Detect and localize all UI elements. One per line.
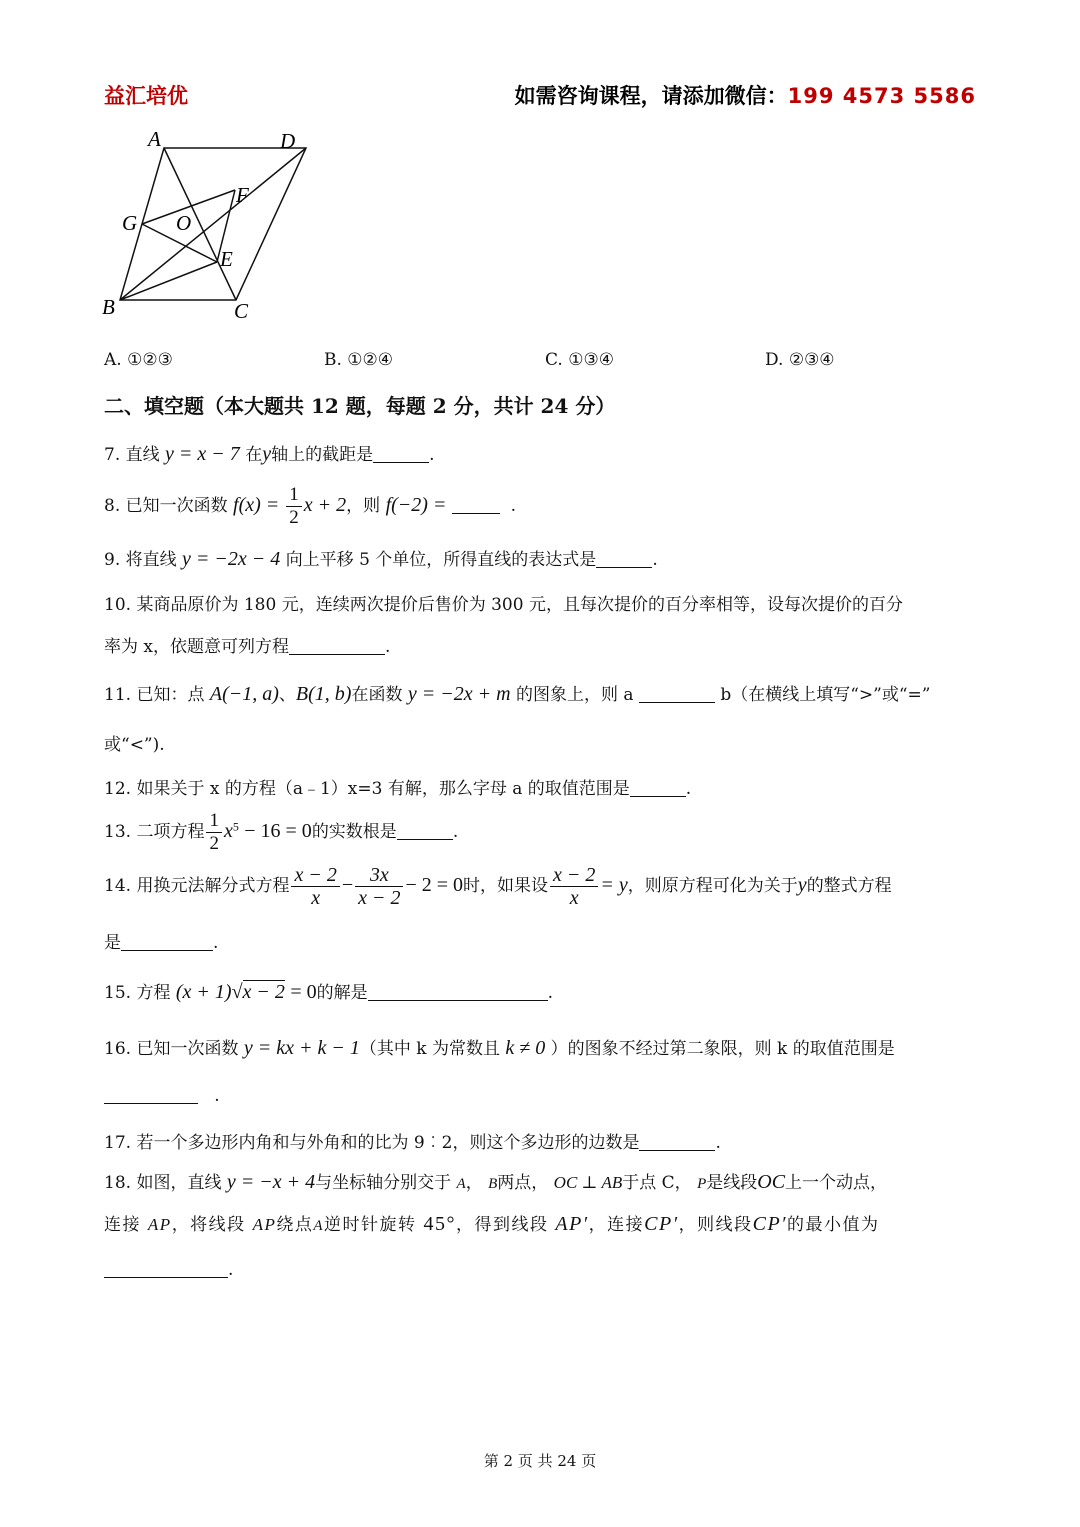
q15-post: 的解是 (316, 983, 368, 1003)
q15-text: 15. 方程 (104, 983, 171, 1003)
q15-end: . (547, 983, 554, 1003)
question-17 (104, 1128, 721, 1153)
q13-end: . (452, 822, 459, 842)
q14-tail: − 2 = 0 (405, 874, 464, 896)
q16-post: ）的图象不经过第二象限，则 k 的取值范围是 (550, 1039, 895, 1059)
question-7 (104, 440, 434, 466)
q12-end: . (685, 779, 692, 799)
contact-info (515, 80, 976, 110)
q10-end: . (385, 637, 391, 657)
q18-cp-prime: CP′ (644, 1213, 679, 1235)
question-16 (104, 1034, 895, 1060)
page-footer: 第 2 页 共 24 页 (483, 1452, 597, 1470)
q18-ap: AP (147, 1215, 172, 1234)
label-b: B (102, 295, 115, 319)
q18-mid2: 两点， (497, 1173, 549, 1193)
question-18-line2 (104, 1210, 880, 1236)
contact-number: 199 4573 5586 (787, 84, 976, 108)
q18-text: 18. 如图，直线 (104, 1173, 222, 1193)
q8-frac-num: 1 (286, 484, 302, 507)
q8-text: 8. 已知一次函数 (104, 496, 228, 516)
question-14-line2 (104, 928, 218, 953)
q18-mid5: 上一个动点， (785, 1173, 888, 1193)
question-10-line2 (104, 632, 390, 657)
label-g: G (122, 211, 138, 235)
q14-fraction-2 (355, 864, 403, 909)
question-16-line2 (104, 1086, 220, 1106)
q8-frac-den: 2 (289, 507, 299, 528)
q16-condition: k ≠ 0 (505, 1037, 546, 1059)
q18-end: . (228, 1260, 234, 1280)
option-a: A. ①②③ (104, 350, 173, 370)
question-11 (104, 680, 930, 706)
q11-mid: 在函数 (351, 685, 403, 705)
q14-f1-den: x (311, 887, 321, 909)
q14-f2-num: 3x (355, 864, 403, 887)
q16-equation: y = kx + k − 1 (243, 1037, 360, 1059)
q14-post2: 的整式方程 (806, 876, 892, 896)
q18-ap-prime: AP′ (555, 1213, 589, 1235)
label-o: O (176, 211, 192, 235)
q10-line2-text: 率为 x，依题意可列方程 (104, 637, 289, 657)
q18-ap2: AP (252, 1215, 277, 1234)
q14-f1-num: x − 2 (291, 864, 339, 887)
q13-x: x (223, 820, 233, 842)
label-e: E (220, 247, 233, 271)
q16-text: 16. 已知一次函数 (104, 1039, 239, 1059)
q18-mid1: 与坐标轴分别交于 (315, 1173, 452, 1193)
label-c: C (234, 299, 249, 323)
question-10-line1: 10. 某商品原价为 180 元，连续两次提价后售价为 300 元，且每次提价的百分率相等，设每次提价的百分 (104, 595, 903, 615)
q14-f3-den: x (569, 887, 579, 909)
q18-point-a: A (456, 1176, 466, 1192)
q13-text: 13. 二项方程 (104, 822, 205, 842)
q18-point-a2: A (313, 1218, 325, 1234)
q8-f-minus2: f(−2) = (385, 494, 447, 516)
contact-prefix: 如需咨询课程，请添加微信： (514, 84, 788, 108)
question-13 (104, 810, 458, 855)
q17-answer-blank[interactable] (639, 1133, 715, 1151)
q14-line2-text: 是 (104, 933, 121, 953)
q13-fraction (206, 810, 222, 855)
q18-equation: y = −x + 4 (226, 1171, 316, 1193)
q14-fraction-3 (550, 864, 598, 909)
q14-f3-num: x − 2 (550, 864, 598, 887)
q11-answer-blank[interactable] (639, 685, 715, 703)
q10-answer-blank[interactable] (289, 637, 385, 655)
q18-answer-blank[interactable] (104, 1260, 228, 1278)
q16-answer-blank[interactable] (104, 1086, 198, 1104)
q9-equation: y = −2x − 4 (182, 548, 281, 570)
q18-perpendicular: OC ⊥ AB (553, 1173, 623, 1192)
sqrt-icon: √ (231, 981, 243, 1003)
q13-rest: − 16 = 0 (244, 820, 312, 842)
q14-eq-y: = y (600, 874, 628, 896)
question-18-line3 (104, 1260, 233, 1280)
q14-answer-blank[interactable] (121, 933, 213, 951)
q13-frac-den: 2 (209, 833, 219, 854)
q9-post: 向上平移 5 个单位，所得直线的表达式是 (285, 550, 597, 570)
q11-sep: 、 (278, 685, 296, 705)
diagonal-bd (120, 148, 306, 300)
q13-answer-blank[interactable] (397, 822, 453, 840)
q11-post: 的图象上，则 a (515, 685, 634, 705)
q11-point-b: B(1, b) (295, 683, 352, 705)
q14-end: . (213, 933, 219, 953)
question-11-line2: 或“<”). (104, 735, 165, 755)
q14-fraction-1 (291, 864, 339, 909)
q16-mid: （其中 k 为常数且 (359, 1039, 500, 1059)
q8-answer-blank[interactable] (452, 496, 500, 514)
q9-end: . (652, 550, 658, 570)
q18-l2b: ，将线段 (171, 1215, 246, 1235)
q11-point-a: A(−1, a) (209, 683, 279, 705)
q7-equation: y = x − 7 (165, 443, 240, 465)
q13-post: 的实数根是 (311, 822, 397, 842)
q17-text: 17. 若一个多边形内角和与外角和的比为 9︰2，则这个多边形的边数是 (104, 1133, 640, 1153)
q14-minus: − (341, 874, 354, 896)
q15-radicand: x − 2 (242, 981, 285, 1003)
q15-eq1: (x + 1) (175, 981, 232, 1003)
q11-post2: b（在横线上填写“>”或“=” (720, 685, 931, 705)
q13-exponent: 5 (232, 819, 239, 834)
option-d: D. ②③④ (765, 350, 835, 370)
q9-answer-blank[interactable] (596, 550, 652, 568)
q18-point-p: P (697, 1176, 707, 1192)
q7-text: 7. 直线 (104, 445, 160, 465)
q8-fraction (286, 484, 302, 529)
q18-l2f: ，连接 (588, 1215, 645, 1235)
q7-end: . (429, 445, 435, 465)
segment-be (120, 262, 217, 300)
question-8 (104, 484, 516, 529)
q9-text: 9. 将直线 (104, 550, 177, 570)
q7-var: y (262, 443, 272, 465)
q8-comma: ，则 (346, 496, 381, 516)
q17-end: . (715, 1133, 721, 1153)
q8-rest: x + 2 (303, 494, 347, 516)
q18-l2e: ，得到线段 (455, 1215, 549, 1235)
q13-frac-num: 1 (206, 810, 222, 833)
q12-text: 12. 如果关于 x 的方程（a﹣1）x=3 有解，那么字母 a 的取值范围是 (104, 779, 630, 799)
parallelogram-figure (96, 124, 316, 324)
q18-degree: 45° (423, 1213, 456, 1235)
q16-end: . (214, 1086, 220, 1106)
q14-text: 14. 用换元法解分式方程 (104, 876, 290, 896)
q18-l2g: ，则线段 (678, 1215, 753, 1235)
q15-answer-blank[interactable] (368, 983, 548, 1001)
question-14 (104, 864, 892, 909)
q18-point-b: B (488, 1176, 498, 1192)
q18-l2a: 连接 (104, 1215, 141, 1235)
q18-mid3: 于点 C， (622, 1173, 692, 1193)
option-b: B. ①②④ (324, 350, 394, 370)
q14-post: ，则原方程可化为关于 (627, 876, 798, 896)
q15-eq2: = 0 (290, 981, 317, 1003)
q14-mid: 时，如果设 (463, 876, 549, 896)
q8-end: . (510, 496, 517, 516)
q8-fx: f(x) = (233, 494, 285, 516)
q18-l2h: 的最小值为 (787, 1215, 880, 1235)
label-a: A (148, 127, 161, 151)
q18-oc: OC (757, 1171, 786, 1193)
q18-l2c: 绕点 (276, 1215, 314, 1235)
question-18-line1 (104, 1168, 887, 1194)
label-f: F (236, 183, 249, 207)
q7-answer-blank[interactable] (373, 445, 429, 463)
q7-mid: 在 (245, 445, 263, 465)
question-9 (104, 545, 658, 571)
q11-text: 11. 已知：点 (104, 685, 205, 705)
section-title: 二、填空题（本大题共 12 题，每题 2 分，共计 24 分） (104, 394, 616, 418)
question-12 (104, 774, 691, 799)
q18-cp-prime2: CP′ (752, 1213, 788, 1235)
q18-sep: ， (465, 1173, 483, 1193)
q7-post: 轴上的截距是 (271, 445, 374, 465)
question-15 (104, 978, 553, 1004)
q12-answer-blank[interactable] (630, 779, 686, 797)
label-d: D (280, 129, 296, 153)
q18-l2d: 逆时针旋转 (324, 1215, 417, 1235)
brand-name: 益汇培优 (104, 83, 188, 108)
q14-f2-den: x − 2 (358, 887, 401, 909)
q11-equation: y = −2x + m (407, 683, 511, 705)
option-c: C. ①③④ (545, 350, 614, 370)
q18-mid4: 是线段 (706, 1173, 758, 1193)
diagonal-ac (164, 148, 236, 300)
q14-var: y (797, 874, 807, 896)
